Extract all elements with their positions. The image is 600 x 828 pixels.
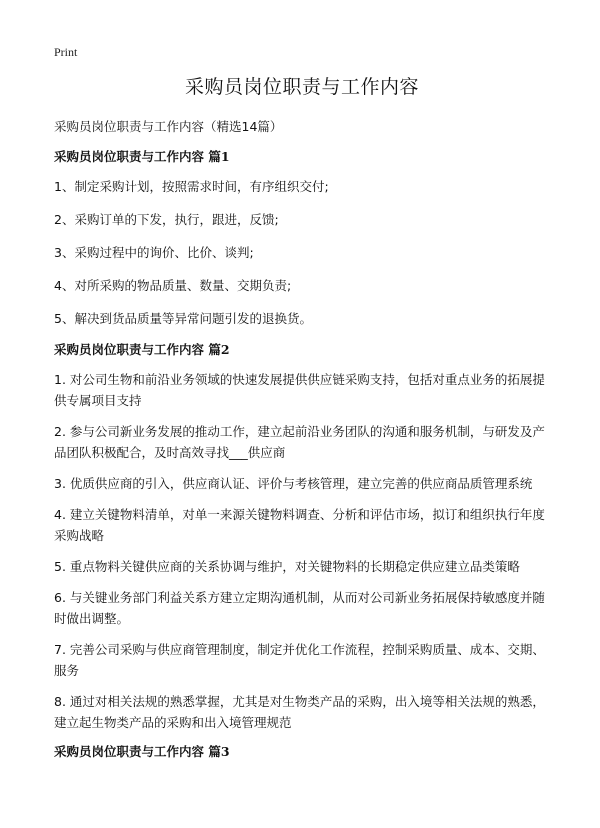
list-item: 4. 建立关键物料清单，对单一来源关键物料调查、分析和评估市场，拟订和组织执行年度采购战略: [54, 507, 545, 543]
list-item: 5. 重点物料关键供应商的关系协调与维护，对关键物料的长期稳定供应建立品类策略: [54, 559, 520, 574]
section-1: [54, 148, 550, 329]
list-item: 4、对所采购的物品质量、数量、交期负责;: [54, 278, 292, 293]
list-item: 8. 通过对相关法规的熟悉掌握，尤其是对生物类产品的采购，出入境等相关法规的熟悉，建立起生物类产品的采购和出入境管理规范: [54, 694, 545, 730]
list-item: 1. 对公司生物和前沿业务领域的快速发展提供供应链采购支持，包括对重点业务的拓展提供专属项目支持: [54, 372, 545, 408]
section-heading: 采购员岗位职责与工作内容 篇1: [54, 149, 230, 164]
section-heading: 采购员岗位职责与工作内容 篇2: [54, 342, 230, 357]
list-item: 2. 参与公司新业务发展的推动工作，建立起前沿业务团队的沟通和服务机制，与研发及产品团队积极配合，及时高效寻找___供应商: [54, 424, 545, 460]
list-item: 7. 完善公司采购与供应商管理制度，制定并优化工作流程，控制采购质量、成本、交期、服务: [54, 642, 545, 678]
document-subtitle: 采购员岗位职责与工作内容（精选14篇）: [54, 119, 283, 134]
page-title: 采购员岗位职责与工作内容: [184, 76, 419, 98]
list-item: 1、制定采购计划，按照需求时间，有序组织交付;: [54, 179, 329, 194]
list-item: 3. 优质供应商的引入，供应商认证、评价与考核管理，建立完善的供应商品质管理系统: [54, 476, 533, 491]
list-item: 3、采购过程中的询价、比价、谈判;: [54, 245, 254, 260]
section-3: [54, 743, 550, 761]
section-list: [54, 176, 550, 329]
list-item: 2、采购订单的下发，执行，跟进，反馈;: [54, 212, 279, 227]
section-list: [54, 369, 550, 733]
section-heading: 采购员岗位职责与工作内容 篇3: [54, 744, 230, 759]
list-item: 6. 与关键业务部门利益关系方建立定期沟通机制，从而对公司新业务拓展保持敏感度并随时做出调整。: [54, 590, 545, 626]
print-link[interactable]: Print: [54, 45, 78, 59]
section-2: [54, 341, 550, 733]
list-item: 5、解决到货品质量等异常问题引发的退换货。: [54, 311, 312, 326]
